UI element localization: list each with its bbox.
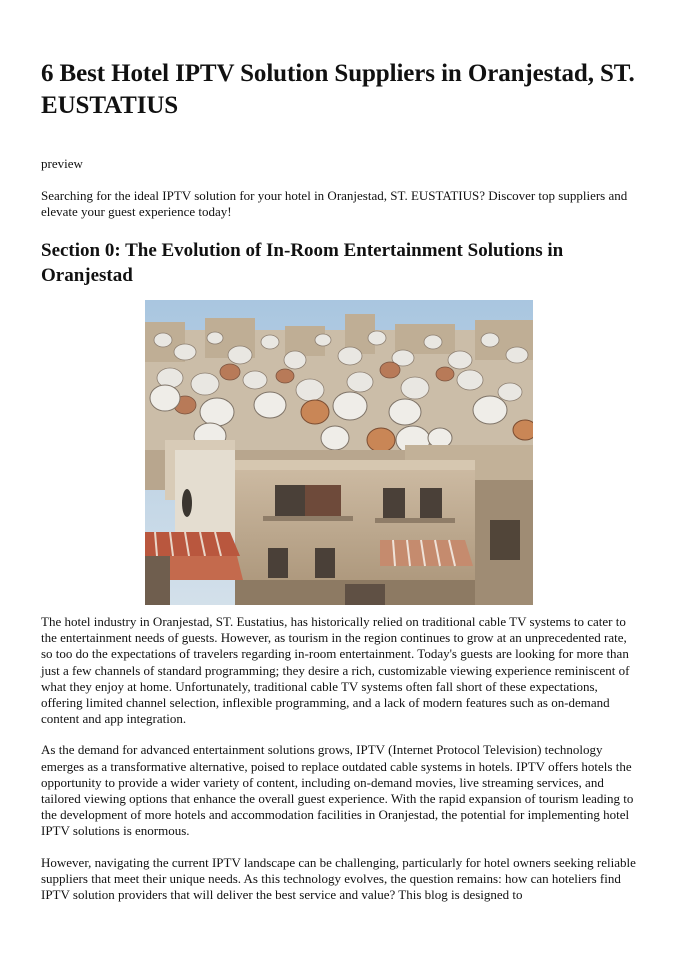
intro-paragraph: Searching for the ideal IPTV solution for your hotel in Oranjestad, ST. EUSTATIUS? Discover top suppliers and elevate your guest experience today! xyxy=(41,188,628,219)
body-paragraph-2: As the demand for advanced entertainment solutions grows, IPTV (Internet Protocol Television) technology emerges as a transformative alternative, poised to replace outdated cable systems in hotels. IPTV offers hotels the opportunity to provide a wider variety of content, including on-demand movies, live streaming services, and tailored viewing options that enhance the overall guest experience. With the rapid expansion of tourism leading to the development of more hotels and accommodation facilities in Oranjestad, the potential for implementing hotel IPTV solutions is enormous. xyxy=(41,742,634,839)
body-paragraph-3: However, navigating the current IPTV landscape can be challenging, particularly for hotel owners seeking reliable suppliers that meet their unique needs. As this technology evolves, the question remains: how can hoteliers find IPTV solution providers that will deliver the best service and value? This blog is designed to xyxy=(41,854,636,903)
preview-label: preview xyxy=(41,156,83,171)
rooftop-satellite-dishes-photo xyxy=(145,300,533,605)
article-title: 6 Best Hotel IPTV Solution Suppliers in Oranjestad, ST. EUSTATIUS xyxy=(41,60,635,119)
body-paragraph-1: The hotel industry in Oranjestad, ST. Eustatius, has historically relied on traditional cable TV systems to cater to the entertainment needs of guests. However, as tourism in the region continues to grow at an unprecedented rate, so too do the expectations of travelers regarding in-room entertainment. Today's guests are looking for more than just a few channels of standard programming; they desire a rich, customizable viewing experience reminiscent of what they enjoy at home. Unfortunately, traditional cable TV systems often fall short of these expectations, offering limited channel selection, inflexible programming, and a lack of modern features such as on-demand content and app integration. xyxy=(41,614,630,727)
section-heading: Section 0: The Evolution of In-Room Entertainment Solutions in Oranjestad xyxy=(41,240,564,286)
article xyxy=(41,58,637,903)
